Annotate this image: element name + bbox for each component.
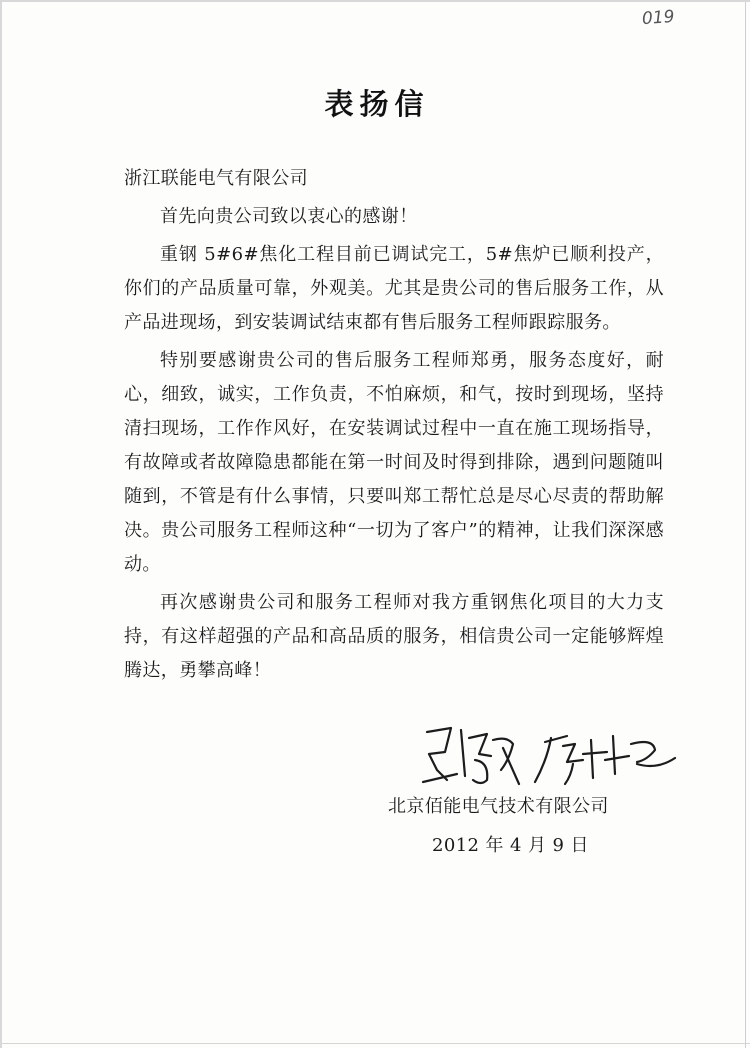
letter-body [124,162,664,692]
paragraph-engineer: 特别要感谢贵公司的售后服务工程师郑勇，服务态度好，耐心，细致，诚实，工作负责，不怕麻烦，和气，按时到现场，坚持清扫现场，工作作风好，在安装调试过程中一直在施工现场指导，有故障或者故障隐患都能在第一时间及时得到排除，遇到问题随叫随到，不管是有什么事情，只要叫郑工帮忙总是尽心尽责的帮助解决。贵公司服务工程师这种“一切为了客户”的精神，让我们深深感动。 [124,350,664,575]
page-edge-line [745,2,746,1048]
signing-date: 2012 年 4 月 9 日 [432,835,589,856]
letter-title: 表扬信 [324,87,430,121]
paragraph-closing: 再次感谢贵公司和服务工程师对我方重钢焦化项目的大力支持，有这样超强的产品和高品质的服务，相信贵公司一定能够辉煌腾达，勇攀高峰！ [124,592,664,681]
paragraph-project: 重钢 5#6#焦化工程目前已调试完工，5#焦炉已顺利投产，你们的产品质量可靠，外观美。尤其是贵公司的售后服务工作，从产品进现场，到安装调试结束都有售后服务工程师跟踪服务。 [124,244,664,333]
handwritten-page-number: 019 [641,6,676,30]
paragraph-thanks: 首先向贵公司致以衷心的感谢！ [160,206,418,227]
page-bottom-edge [2,1043,750,1044]
salutation: 浙江联能电气有限公司 [124,168,308,189]
signing-organization: 北京佰能电气技术有限公司 [388,796,609,817]
handwritten-signature [417,710,682,790]
